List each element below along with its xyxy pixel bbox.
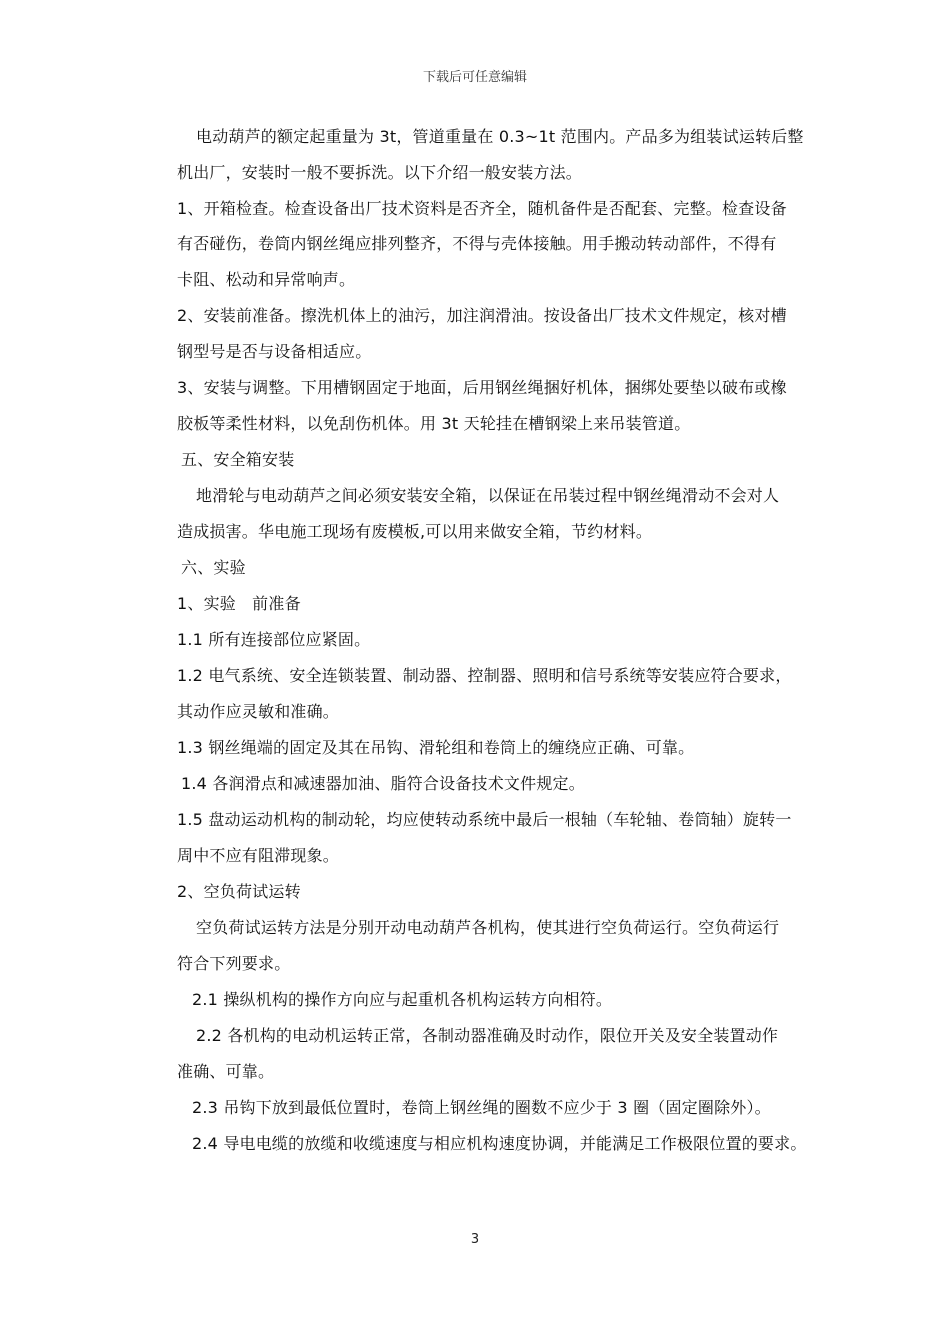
page-number: 3 [470, 1232, 480, 1247]
section-heading: 六、实验 [181, 558, 246, 577]
body-line: 有否碰伤，卷筒内钢丝绳应排列整齐，不得与壳体接触。用手搬动转动部件，不得有 [177, 234, 777, 253]
body-line: 2、空负荷试运转 [177, 882, 301, 901]
body-line: 胶板等柔性材料，以免刮伤机体。用 3t 天轮挂在槽钢梁上来吊装管道。 [177, 414, 691, 433]
body-line: 钢型号是否与设备相适应。 [177, 342, 372, 361]
body-line: 空负荷试运转方法是分别开动电动葫芦各机构，使其进行空负荷运行。空负荷运行 [196, 918, 780, 937]
body-line: 准确、可靠。 [177, 1062, 275, 1081]
body-line: 机出厂，安装时一般不要拆洗。以下介绍一般安装方法。 [177, 163, 583, 182]
body-line: 2、安装前准备。擦洗机体上的油污，加注润滑油。按设备出厂技术文件规定，核对槽 [177, 306, 787, 325]
body-line: 2.2 各机构的电动机运转正常，各制动器准确及时动作，限位开关及安全装置动作 [196, 1026, 779, 1045]
body-line: 1.5 盘动运动机构的制动轮，均应使转动系统中最后一根轴（车轮轴、卷筒轴）旋转一 [177, 810, 792, 829]
body-line: 符合下列要求。 [177, 954, 291, 973]
body-line: 2.1 操纵机构的操作方向应与起重机各机构运转方向相符。 [192, 990, 613, 1009]
body-line: 其动作应灵敏和准确。 [177, 702, 340, 721]
body-line: 2.3 吊钩下放到最低位置时，卷筒上钢丝绳的圈数不应少于 3 圈（固定圈除外）。 [192, 1098, 771, 1117]
body-line: 造成损害。华电施工现场有废模板,可以用来做安全箱，节约材料。 [177, 522, 653, 541]
body-line: 1.1 所有连接部位应紧固。 [177, 630, 371, 649]
body-line: 周中不应有阻滞现象。 [177, 846, 340, 865]
body-line: 1.2 电气系统、安全连锁装置、制动器、控制器、照明和信号系统等安装应符合要求， [177, 666, 792, 685]
section-heading: 五、安全箱安装 [181, 450, 295, 469]
body-line: 地滑轮与电动葫芦之间必须安装安全箱，以保证在吊装过程中钢丝绳滑动不会对人 [196, 486, 780, 505]
body-line: 电动葫芦的额定起重量为 3t，管道重量在 0.3~1t 范围内。产品多为组装试运转后整 [196, 127, 804, 146]
body-line: 1、开箱检查。检查设备出厂技术资料是否齐全，随机备件是否配套、完整。检查设备 [177, 199, 787, 218]
body-line: 3、安装与调整。下用槽钢固定于地面，后用钢丝绳捆好机体，捆绑处要垫以破布或橡 [177, 378, 787, 397]
body-line: 卡阻、松动和异常响声。 [177, 270, 356, 289]
body-line: 1.3 钢丝绳端的固定及其在吊钩、滑轮组和卷筒上的缠绕应正确、可靠。 [177, 738, 695, 757]
body-line: 1.4 各润滑点和减速器加油、脂符合设备技术文件规定。 [181, 774, 585, 793]
body-line: 2.4 导电电缆的放缆和收缆速度与相应机构速度协调，并能满足工作极限位置的要求。 [192, 1134, 807, 1153]
page-header: 下载后可任意编辑 [422, 70, 527, 85]
body-line: 1、实验 前准备 [177, 594, 301, 613]
